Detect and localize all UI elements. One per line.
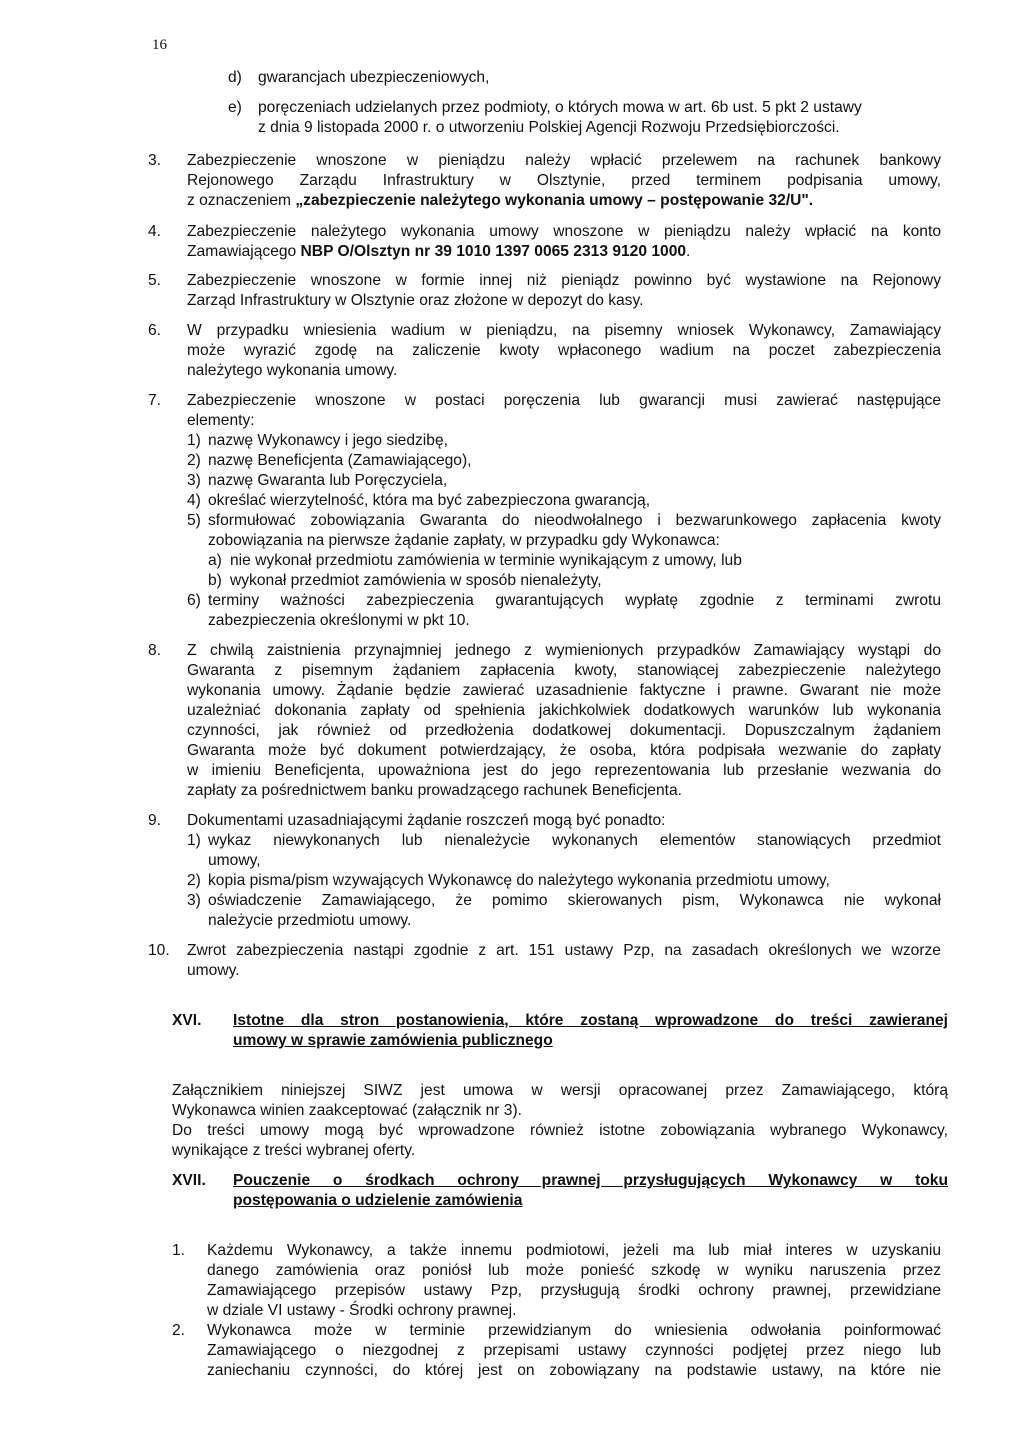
paragraph-number: 3. [148, 152, 162, 169]
list-item-label: 6) [187, 592, 201, 609]
list-item-text: Zamawiającego przepisów ustawy Pzp, przysługują środki ochrony prawnej, przewidziane [207, 1282, 941, 1299]
bank-account: NBP O/Olsztyn nr 39 1010 1397 0065 2313 9120 1000 [300, 243, 687, 260]
paragraph-number: 4. [148, 223, 162, 240]
list-item-text: nazwę Gwaranta lub Poręczyciela, [208, 472, 448, 489]
paragraph-number: 5. [148, 272, 162, 289]
paragraph-line: elementy: [187, 412, 255, 429]
paragraph-line: Gwaranta może być dokument potwierdzający, że osoba, która podpisała wezwanie do zapłaty [187, 742, 941, 759]
list-item-label: 2. [172, 1322, 186, 1339]
list-item-label: 3) [187, 892, 201, 909]
paragraph-number: 9. [148, 812, 162, 829]
list-item-text: kopia pisma/pism wzywających Wykonawcę do należytego wykonania przedmiotu umowy, [208, 872, 830, 889]
paragraph-line [187, 243, 690, 261]
paragraph-line: wynikające z treści wybranej oferty. [172, 1142, 416, 1159]
paragraph-line: Zabezpieczenie wnoszone w formie innej niż pieniądz powinno być wystawione na Rejonowy [187, 272, 941, 289]
list-item-label: 4) [187, 492, 201, 509]
list-item-text: należycie przedmiotu umowy. [208, 912, 412, 929]
section-title: Pouczenie o środkach ochrony prawnej przysługujących Wykonawcy w toku [233, 1172, 948, 1189]
section-title: Istotne dla stron postanowienia, które zostaną wprowadzone do treści zawieranej [233, 1012, 948, 1029]
section-title: umowy w sprawie zamówienia publicznego [233, 1032, 553, 1049]
list-item-text: Każdemu Wykonawcy, a także innemu podmiotowi, jeżeli ma lub miał interes w uzyskaniu [207, 1242, 941, 1259]
list-item-text: nazwę Wykonawcy i jego siedzibę, [208, 432, 448, 449]
paragraph-number: 7. [148, 392, 162, 409]
page-number: 16 [152, 37, 167, 53]
sub-item-label: b) [208, 572, 222, 589]
paragraph-line [187, 192, 813, 210]
paragraph-line: Z chwilą zaistnienia przynajmniej jednego z wymienionych przypadków Zamawiający wystąpi do [187, 642, 941, 659]
list-item-text: nazwę Beneficjenta (Zamawiającego), [208, 452, 472, 469]
text-run: . [686, 243, 691, 260]
paragraph-line: w imieniu Beneficjenta, upoważniona jest do jego reprezentowania lub przesłanie wezwania do [187, 762, 941, 779]
paragraph-line: czynności, jak również od przedłożenia dodatkowej dokumentacji. Dopuszczalnym żądaniem [187, 722, 941, 739]
paragraph-line: Zarząd Infrastruktury w Olsztynie oraz złożone w depozyt do kasy. [187, 292, 644, 309]
sub-item-label: a) [208, 552, 222, 569]
list-item-text: w dziale VI ustawy - Środki ochrony prawnej. [207, 1302, 517, 1319]
paragraph-line: umowy. [187, 962, 240, 979]
paragraph-line: Gwaranta z pisemnym żądaniem zapłacenia kwoty, stanowiącej zabezpieczenie należytego [187, 662, 941, 679]
text-run: z oznaczeniem [187, 192, 296, 209]
list-item-text: zobowiązania na pierwsze żądanie zapłaty, w przypadku gdy Wykonawca: [208, 532, 720, 549]
list-item-text: Zamawiającego o niezgodnej z przepisami ustawy czynności podjętej przez niego lub [207, 1342, 941, 1359]
list-item-text: określać wierzytelność, która ma być zabezpieczona gwarancją, [208, 492, 651, 509]
list-item-text: z dnia 9 listopada 2000 r. o utworzeniu Polskiej Agencji Rozwoju Przedsiębiorczości. [258, 119, 840, 136]
list-item-text: poręczeniach udzielanych przez podmioty, o których mowa w art. 6b ust. 5 pkt 2 ustawy [258, 99, 862, 116]
paragraph-line: Do treści umowy mogą być wprowadzone również istotne zobowiązania wybranego Wykonawcy, [172, 1122, 948, 1139]
list-item-label: 2) [187, 872, 201, 889]
section-title: postępowania o udzielenie zamówienia [233, 1192, 523, 1209]
list-item-text: sformułować zobowiązania Gwaranta do nieodwołalnego i bezwarunkowego zapłacenia kwoty [208, 512, 941, 529]
paragraph-number: 6. [148, 322, 162, 339]
paragraph-line: uzależniać dokonania zapłaty od spełnienia jakichkolwiek dodatkowych warunków lub wykonania [187, 702, 941, 719]
list-item-label: 1) [187, 832, 201, 849]
paragraph-line: należytego wykonania umowy. [187, 362, 398, 379]
paragraph-line: Zwrot zabezpieczenia nastąpi zgodnie z art. 151 ustawy Pzp, na zasadach określonych we wzorze [187, 942, 941, 959]
list-item-label: 3) [187, 472, 201, 489]
list-item-label: 1. [172, 1242, 186, 1259]
list-item-label: 1) [187, 432, 201, 449]
paragraph-number: 10. [148, 942, 170, 959]
paragraph-line: W przypadku wniesienia wadium w pieniądzu, na pisemny wniosek Wykonawcy, Zamawiający [187, 322, 941, 339]
list-item-text: Wykonawca może w terminie przewidzianym do wniesienia odwołania poinformować [207, 1322, 941, 1339]
paragraph-line: Zabezpieczenie wnoszone w pieniądzu należy wpłacić przelewem na rachunek bankowy [187, 152, 941, 169]
list-item-text: gwarancjach ubezpieczeniowych, [258, 69, 490, 86]
paragraph-line: Rejonowego Zarządu Infrastruktury w Olsztynie, przed terminem podpisania umowy, [187, 172, 941, 189]
paragraph-line: zapłaty za pośrednictwem banku prowadzącego rachunek Beneficjenta. [187, 782, 682, 799]
list-item-text: wykaz niewykonanych lub nienależycie wykonanych elementów stanowiących przedmiot [208, 832, 941, 849]
list-item-label: 5) [187, 512, 201, 529]
list-item-label: e) [228, 99, 242, 116]
list-item-text: terminy ważności zabezpieczenia gwarantujących wypłatę zgodnie z terminami zwrotu [208, 592, 941, 609]
list-item-text: oświadczenie Zamawiającego, że pomimo skierowanych pism, Wykonawca nie wykonał [208, 892, 941, 909]
section-number: XVI. [172, 1012, 202, 1029]
section-number: XVII. [172, 1172, 206, 1189]
paragraph-line: Wykonawca winien zaakceptować (załącznik nr 3). [172, 1102, 522, 1119]
bold-text: „zabezpieczenie należytego wykonania umowy – postępowanie 32/U". [295, 192, 814, 209]
list-item-label: 2) [187, 452, 201, 469]
list-item-text: umowy, [208, 852, 261, 869]
text-run: Zamawiającego [187, 243, 301, 260]
paragraph-line: wykonania umowy. Żądanie będzie zawierać uzasadnienie faktyczne i prawne. Gwarant nie może [187, 682, 941, 699]
paragraph-number: 8. [148, 642, 162, 659]
paragraph-line: może wyrazić zgodę na zaliczenie kwoty wpłaconego wadium na poczet zabezpieczenia [187, 342, 941, 359]
sub-item-text: nie wykonał przedmiotu zamówienia w terminie wynikającym z umowy, lub [230, 552, 742, 569]
paragraph-line: Zabezpieczenie wnoszone w postaci poręczenia lub gwarancji musi zawierać następujące [187, 392, 941, 409]
list-item-text: danego zamówienia oraz poniósł lub może ponieść szkodę w wyniku naruszenia przez [207, 1262, 941, 1279]
paragraph-line: Załącznikiem niniejszej SIWZ jest umowa w wersji opracowanej przez Zamawiającego, którą [172, 1082, 948, 1099]
list-item-text: zaniechaniu czynności, do której jest on zobowiązany na podstawie ustawy, na które nie [207, 1362, 941, 1379]
paragraph-line: Zabezpieczenie należytego wykonania umowy wnoszone w pieniądzu należy wpłacić na konto [187, 223, 941, 240]
sub-item-text: wykonał przedmiot zamówienia w sposób nienależyty, [230, 572, 602, 589]
list-item-text: zabezpieczenia określonymi w pkt 10. [208, 612, 470, 629]
list-item-label: d) [228, 69, 242, 86]
paragraph-line: Dokumentami uzasadniającymi żądanie roszczeń mogą być ponadto: [187, 812, 666, 829]
